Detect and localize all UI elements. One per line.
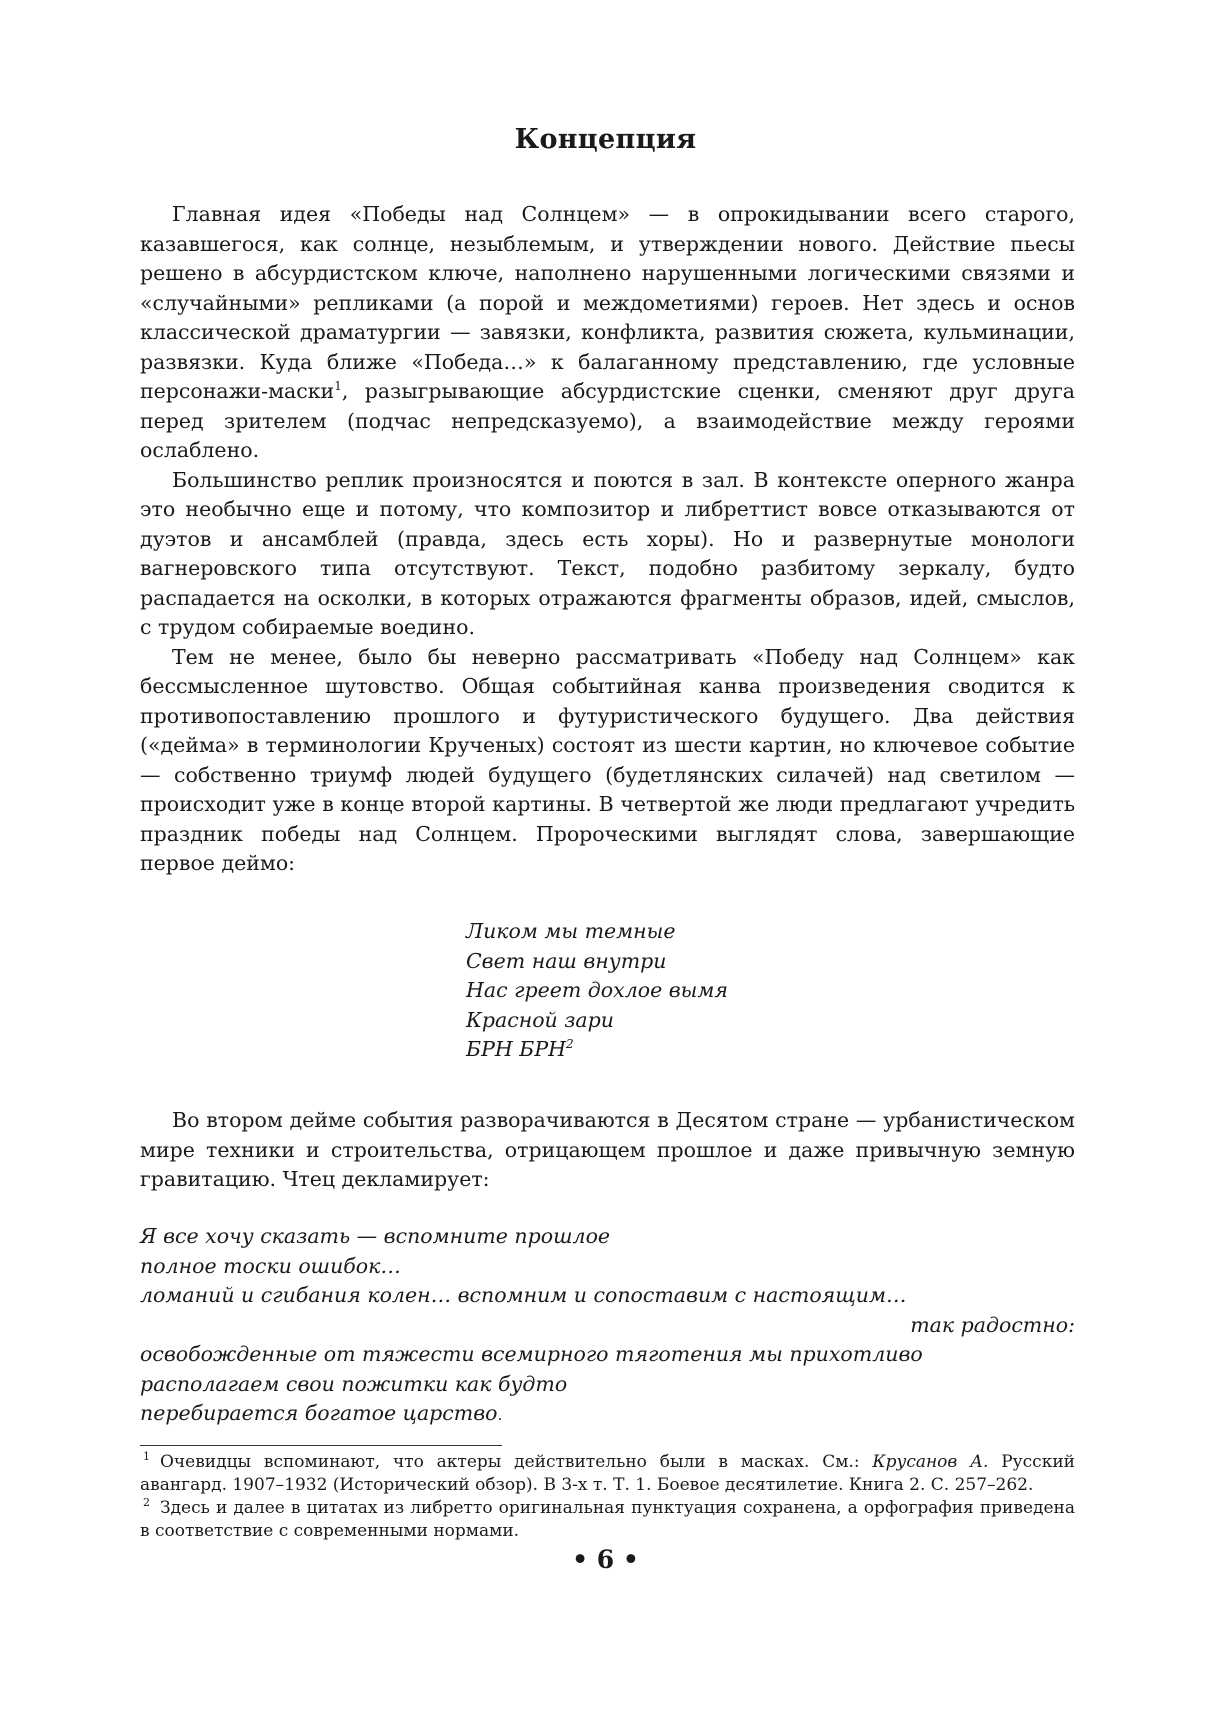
poem-last-text: БРН БРН [466,1037,566,1061]
footnote-1-author: Крусанов А. [872,1452,989,1472]
paragraph-4: Во втором дейме события разворачиваются в Десятом стране — урбанистическом мире техники и строительства, отрицающем прошлое и даже привычную земную гравитацию. Чтец декламирует: [140,1108,1075,1191]
paragraph-1-text-end: , разыгрывающие абсурдистские сценки, сменяют друг друга перед зрителем (подчас непредсказуемо), а взаимодействие между героями ослаблено. [140,379,1075,462]
body-text-top [140,200,1075,879]
poem-line-last [466,1035,728,1065]
footnotes [140,1451,1075,1543]
footnote-1 [140,1451,1075,1497]
body-text-middle [140,1106,1075,1195]
poem-line: Ликом мы темные [466,919,676,943]
declamation-quote [140,1222,1075,1431]
footnote-2 [140,1497,1075,1543]
poem-quote [466,917,728,1065]
footnote-2-text: Здесь и далее в цитатах из либретто оригинальная пунктуация сохранена, а орфография приведена в соответствие с современными нормами. [140,1498,1075,1541]
quote-line: Я все хочу сказать — вспомните прошлое [140,1224,611,1248]
poem-line: Свет наш внутри [466,948,667,973]
page-title: Концепция [514,124,697,155]
footnote-number: 2 [143,1496,150,1510]
quote-line: ломаний и сгибания колен… вспомним и сопоставим с настоящим… [140,1283,907,1307]
quote-line: располагаем свои пожитки как будто [140,1371,568,1396]
footnote-ref-1[interactable]: 1 [334,379,342,394]
paragraph-1 [140,200,1075,466]
quote-line: освобожденные от тяжести всемирного тяготения мы прихотливо [140,1342,923,1366]
footnote-1-text: Очевидцы вспоминают, что актеры действительно были в масках. См.: [160,1452,873,1472]
footnote-ref-2[interactable]: 2 [566,1037,574,1052]
footnote-number: 1 [143,1450,150,1464]
poem-line: Нас греет дохлое вымя [466,978,728,1002]
quote-line-last [140,1399,1075,1431]
poem-line: Красной зари [466,1007,614,1032]
quote-line-right: так радостно: [910,1312,1075,1337]
paragraph-2: Большинство реплик произносятся и поются в зал. В контексте оперного жанра это необычно еще и потому, что композитор и либреттист вовсе отказываются от дуэтов и ансамблей (правда, здесь есть хоры). Но и развернутые монологи вагнеровского типа отсутствуют. Текст, подобно разбитому зеркалу, будто распадается на осколки, в которых отражаются фрагменты образов, идей, смыслов, с трудом собираемые воедино. [140,467,1075,639]
footnote-divider [140,1445,502,1446]
quote-end-period: . [497,1406,503,1424]
footnote-1-text-end: Русский авангард. 1907–1932 (Исторический обзор). В 3-х т. Т. 1. Боевое десятилетие. Книга 2. С. 257–262. [140,1452,1075,1495]
paragraph-1-text: Главная идея «Победы над Солнцем» — в опрокидывании всего старого, казавшегося, как солнце, незыблемым, и утверждении нового. Действие пьесы решено в абсурдистском ключе, наполнено нарушенными логическими связями и «случайными» репликами (а порой и междометиями) героев. Нет здесь и основ классической драматургии — завязки, конфликта, развития сюжета, кульминации, развязки. Куда ближе «Победа…» к балаганному представлению, где условные персонажи-маски [140,202,1075,403]
quote-line: полное тоски ошибок… [140,1253,401,1278]
page-number: • 6 • [572,1545,639,1574]
paragraph-3: Тем не менее, было бы неверно рассматривать «Победу над Солнцем» как бессмысленное шутовство. Общая событийная канва произведения сводится к противопоставлению прошлого и футуристического будущего. Два действия («дейма» в терминологии Крученых) состоят из шести картин, но ключевое событие — собственно триумф людей будущего (будетлянских силачей) над светилом — происходит уже в конце второй картины. В четвертой же люди предлагают учредить праздник победы над Солнцем. Пророческими выглядят слова, завершающие первое деймо: [140,644,1075,875]
quote-last-text: перебирается богатое царство [140,1401,498,1425]
